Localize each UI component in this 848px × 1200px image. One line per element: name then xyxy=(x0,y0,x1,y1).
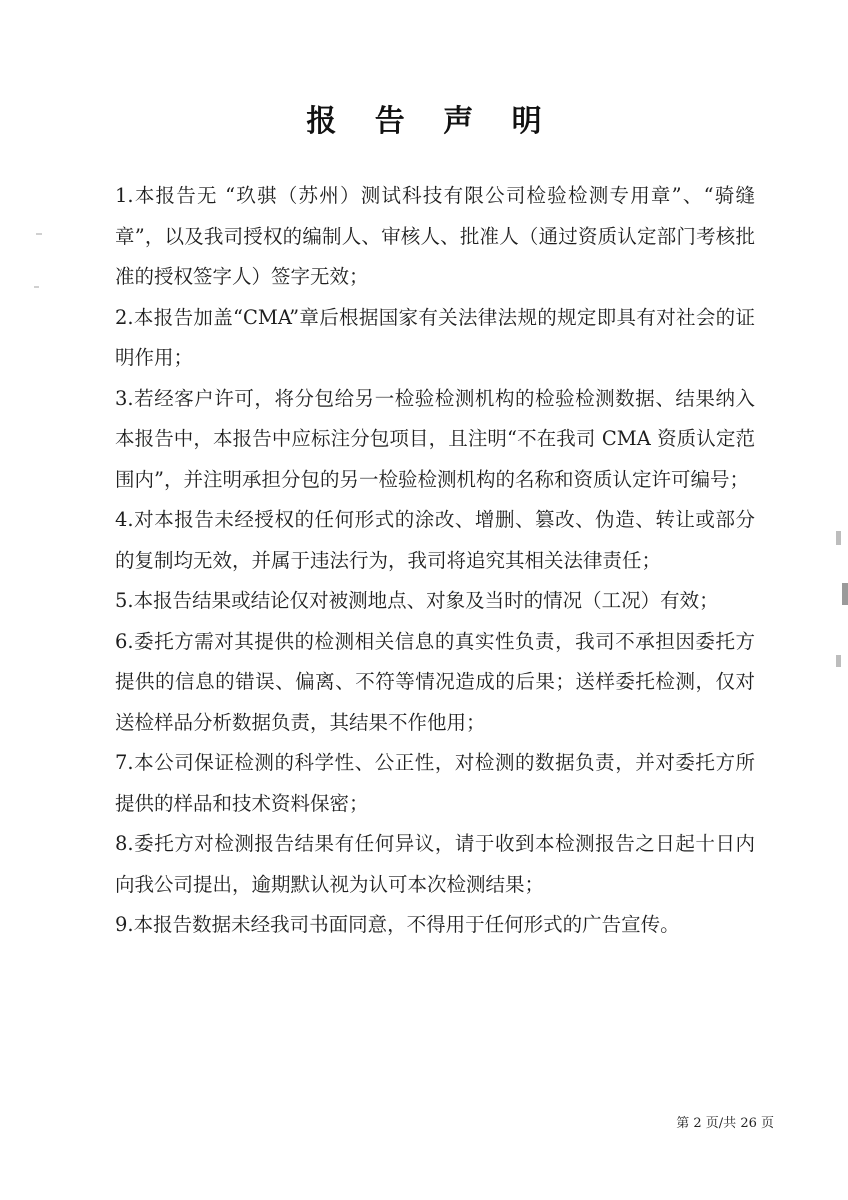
statement-item-7: 7.本公司保证检测的科学性、公正性，对检测的数据负责，并对委托方所提供的样品和技术资料保密； xyxy=(115,751,755,815)
scan-speck xyxy=(36,233,42,235)
statement-item-2: 2.本报告加盖“CMA”章后根据国家有关法律法规的规定即具有对社会的证明作用； xyxy=(115,305,755,369)
page-number-label: 第 2 页/共 26 页 xyxy=(676,1116,774,1131)
statement-item-9: 9.本报告数据未经我司书面同意，不得用于任何形式的广告宣传。 xyxy=(115,913,680,936)
statement-item-8: 8.委托方对检测报告结果有任何异议，请于收到本检测报告之日起十日内向我公司提出，逾期默认视为认可本次检测结果； xyxy=(115,832,755,896)
statement-item-1: 1.本报告无 “玖骐（苏州）测试科技有限公司检验检测专用章”、“骑缝章”，以及我司授权的编制人、审核人、批准人（通过资质认定部门考核批准的授权签字人）签字无效； xyxy=(115,184,755,288)
statement-item-4: 4.对本报告未经授权的任何形式的涂改、增删、篡改、伪造、转让或部分的复制均无效，并属于违法行为，我司将追究其相关法律责任； xyxy=(115,508,755,572)
scan-speck xyxy=(34,286,39,288)
scan-edge-mark xyxy=(836,655,841,667)
statement-item-3: 3.若经客户许可，将分包给另一检验检测机构的检验检测数据、结果纳入本报告中，本报告中应标注分包项目，且注明“不在我司 CMA 资质认定范围内”，并注明承担分包的另一检验检测机构的名称和资质认定许可编号； xyxy=(115,386,755,491)
scan-edge-mark xyxy=(836,531,841,545)
page-number xyxy=(676,1112,774,1131)
page-title: 报 告 声 明 xyxy=(306,104,556,139)
statement-list xyxy=(115,176,755,946)
statement-item-6: 6.委托方需对其提供的检测相关信息的真实性负责，我司不承担因委托方提供的信息的错误、偏离、不符等情况造成的后果；送样委托检测，仅对送检样品分析数据负责，其结果不作他用； xyxy=(115,629,755,734)
statement-item-5: 5.本报告结果或结论仅对被测地点、对象及当时的情况（工况）有效； xyxy=(115,589,719,612)
scan-edge-mark xyxy=(842,583,848,605)
